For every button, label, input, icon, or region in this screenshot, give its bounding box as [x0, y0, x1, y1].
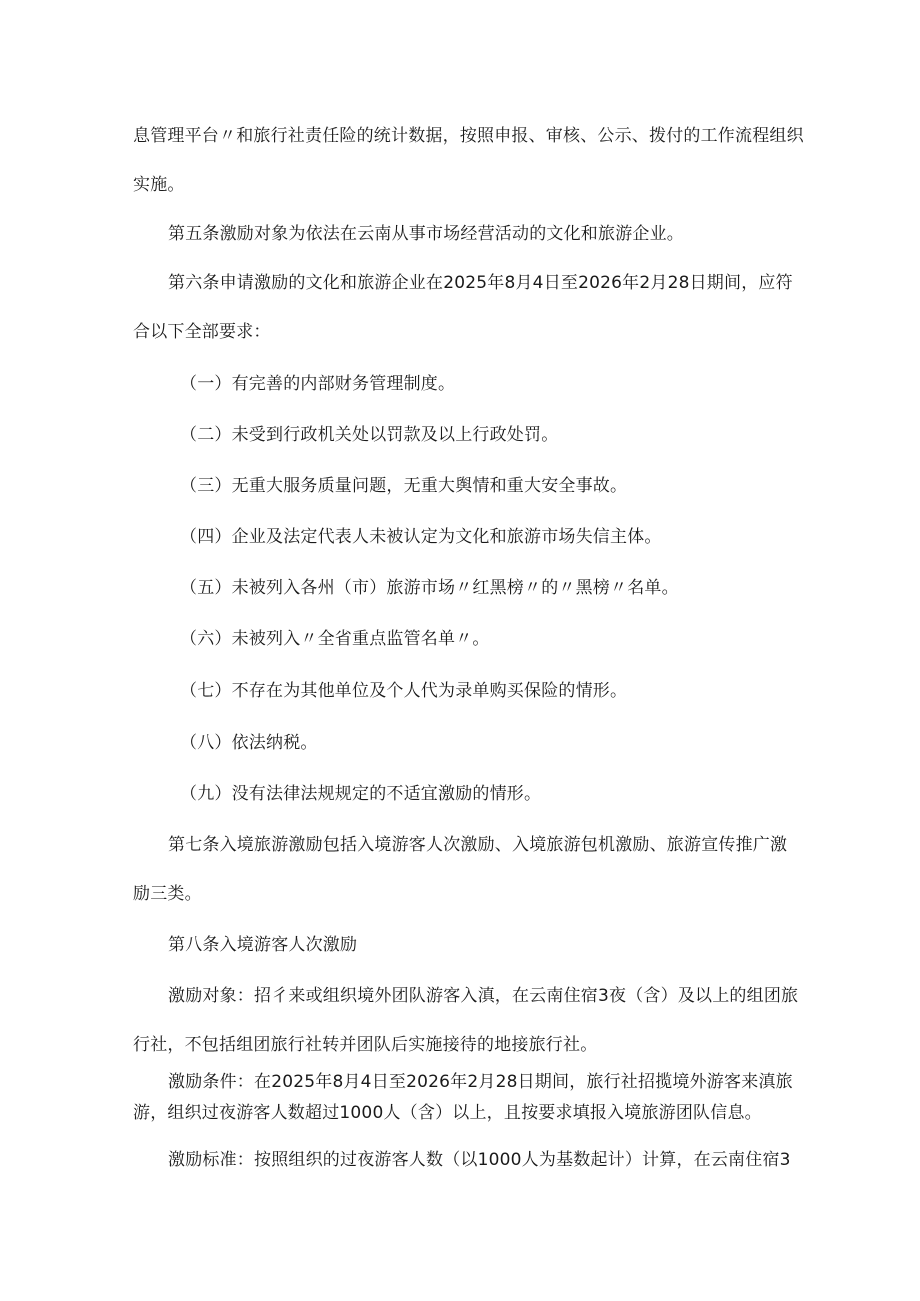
article-5: 第五条激励对象为依法在云南从事市场经营活动的文化和旅游企业。	[168, 224, 684, 244]
list-item: （九）没有法律法规规定的不适宜激励的情形。	[180, 784, 542, 804]
list-item: （八）依法纳税。	[180, 733, 318, 753]
text-line: 合以下全部要求：	[133, 322, 271, 342]
incentive-conditions: 激励条件：在2025年8月4日至2026年2月28日期间，旅行社招揽境外游客来滇旅	[168, 1072, 793, 1092]
text-line: 励三类。	[133, 884, 202, 904]
list-item: （一）有完善的内部财务管理制度。	[180, 374, 456, 394]
article-7: 第七条入境旅游激励包括入境游客人次激励、入境旅游包机激励、旅游宣传推广激	[168, 835, 788, 855]
article-8-heading: 第八条入境游客人次激励	[168, 935, 358, 955]
text-line: 行社，不包括组团旅行社转并团队后实施接待的地接旅行社。	[133, 1035, 598, 1055]
incentive-standard: 激励标准：按照组织的过夜游客人数（以1000人为基数起计）计算，在云南住宿3	[168, 1150, 791, 1170]
list-item: （四）企业及法定代表人未被认定为文化和旅游市场失信主体。	[180, 527, 662, 547]
incentive-target: 激励对象：招彳来或组织境外团队游客入滇，在云南住宿3夜（含）及以上的组团旅	[168, 986, 799, 1006]
text-line: 实施。	[133, 175, 185, 195]
list-item: （二）未受到行政机关处以罚款及以上行政处罚。	[180, 425, 559, 445]
list-item: （三）无重大服务质量问题，无重大舆情和重大安全事故。	[180, 476, 628, 496]
text-line: 游，组织过夜游客人数超过1000人（含）以上，且按要求填报入境旅游团队信息。	[133, 1103, 762, 1123]
text-line: 息管理平台〃和旅行社责任险的统计数据，按照申报、审核、公示、拨付的工作流程组织	[133, 126, 804, 146]
list-item: （七）不存在为其他单位及个人代为录单购买保险的情形。	[180, 681, 628, 701]
article-6: 第六条申请激励的文化和旅游企业在2025年8月4日至2026年2月28日期间，应符	[168, 273, 793, 293]
list-item: （五）未被列入各州（市）旅游市场〃红黑榜〃的〃黑榜〃名单。	[180, 578, 679, 598]
list-item: （六）未被列入〃全省重点监管名单〃。	[180, 629, 490, 649]
